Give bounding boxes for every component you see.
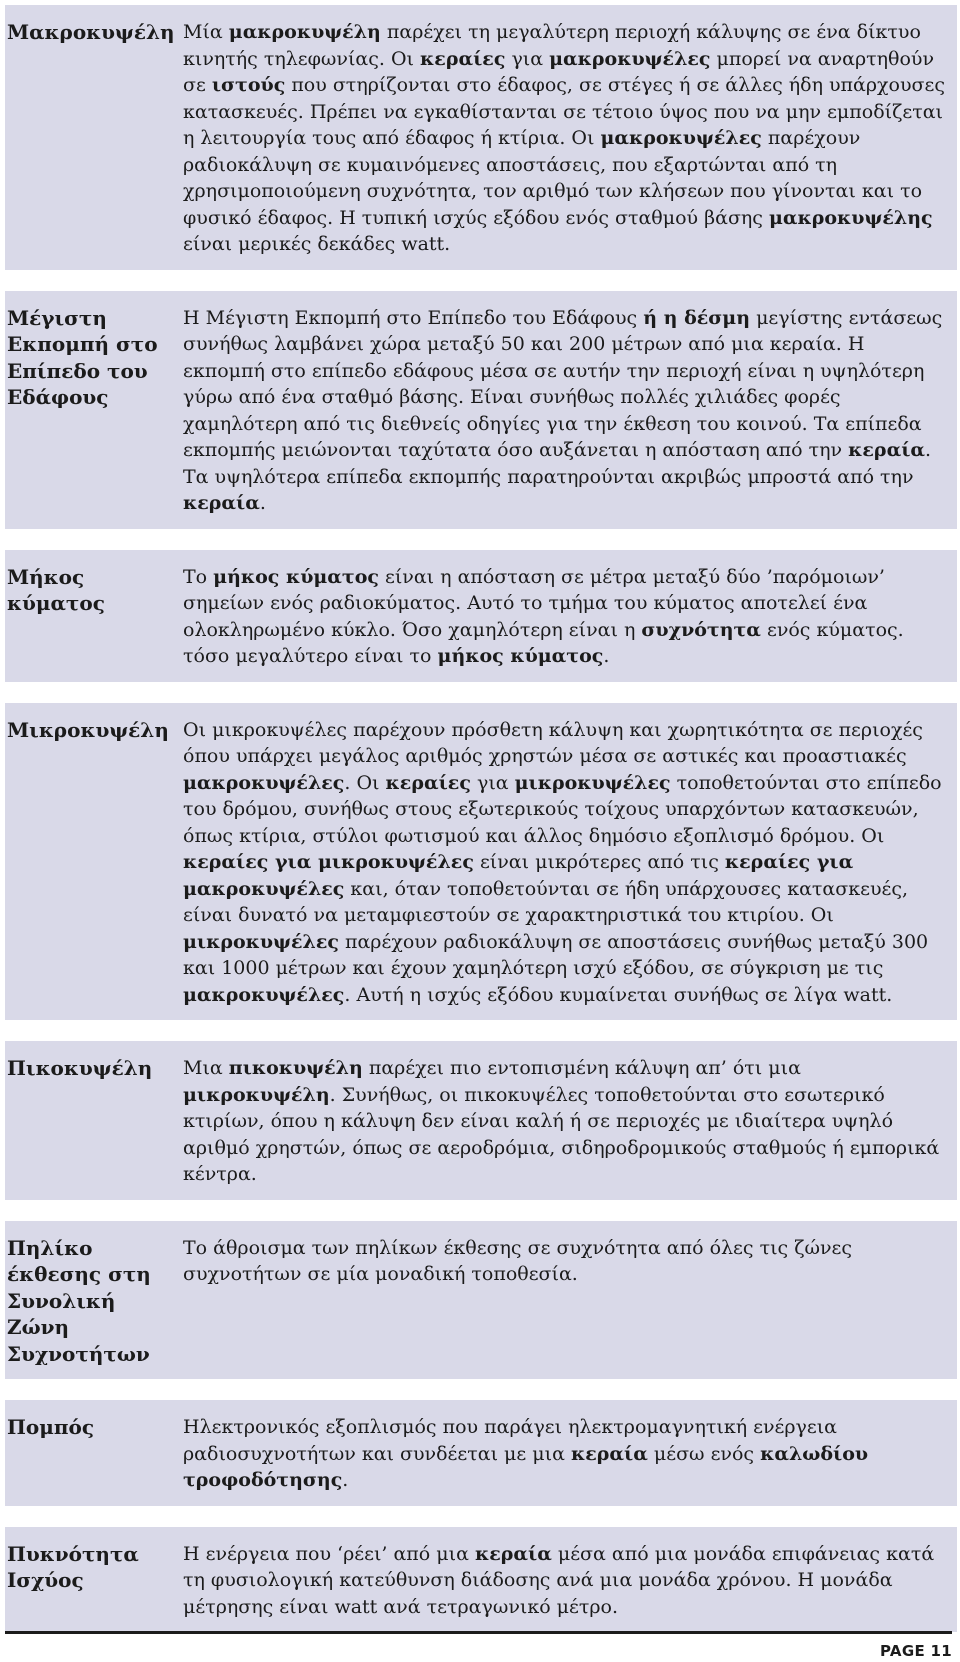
bold-term: κεραίες xyxy=(385,771,471,794)
definition-text: μέσω ενός xyxy=(647,1442,761,1465)
glossary-definition xyxy=(183,717,957,1009)
definition-text: Οι μικροκυψέλες παρέχουν πρόσθετη κάλυψη και χωρητικότητα σε περιοχές όπου υπάρχει μεγάλος αριθμός χρηστών μέσα σε αστικές και προαστιακές xyxy=(183,718,923,767)
bold-term: μακροκυψέλες xyxy=(183,983,345,1006)
definition-text: Το άθροισμα των πηλίκων έκθεσης σε συχνότητα από όλες τις ζώνες συχνοτήτων σε μία μοναδική τοποθεσία. xyxy=(183,1236,853,1285)
glossary-definition xyxy=(183,1414,957,1494)
definition-text: . xyxy=(342,1469,349,1491)
definition-text: . xyxy=(603,645,610,667)
definition-text: Η Μέγιστη Εκπομπή στο Επίπεδο του Εδάφους xyxy=(183,306,644,329)
glossary-table xyxy=(5,5,957,1653)
glossary-definition xyxy=(183,19,957,258)
glossary-entry xyxy=(5,291,957,529)
glossary-term: Μέγιστη Εκπομπή στο Επίπεδο του Εδάφους xyxy=(7,305,158,409)
glossary-term: Πηλίκο έκθεσης στη Συνολική Ζώνη Συχνοτήτων xyxy=(7,1235,151,1366)
glossary-term: Πικοκυψέλη xyxy=(7,1056,153,1080)
definition-text: μέσα από μια μονάδα επιφάνειας κατά τη φυσιολογική κατεύθυνση διάδοσης ανά μια μονάδα χρόνου. Η μονάδα μέτρησης είναι watt ανά τετραγωνικό μέτρο. xyxy=(183,1542,935,1618)
definition-text: είναι μικρότερες από τις xyxy=(473,851,725,873)
definition-text: για xyxy=(470,771,515,794)
glossary-entry xyxy=(5,1221,957,1380)
definition-text: . xyxy=(259,492,266,514)
bold-term: μήκος κύματος xyxy=(213,565,379,588)
definition-text: και, όταν τοποθετούνται σε ήδη υπάρχουσες κατασκευές, είναι δυνατό να μεταμφιεστούν σε χαρακτηριστικά του κτιρίου. Οι xyxy=(183,877,909,926)
definition-text: . Τα υψηλότερα επίπεδα εκπομπής παρατηρούνται ακριβώς μπροστά από την xyxy=(183,439,932,488)
definition-text: μεγίστης εντάσεως συνήθως λαμβάνει χώρα μεταξύ 50 και 200 μέτρων από μια κεραία. Η εκπομπή στο επίπεδο εδάφους μέσα σε αυτήν την περιοχή είναι η υψηλότερη γύρω από ένα σταθμό βάσης. Είναι συνήθως πολλές χιλιάδες φορές χαμηλότερη από τις διεθνείς οδηγίες για την έκθεση του κοινού. Τα επίπεδα εκπομπής μειώνονται ταχύτατα όσο αυξάνεται η απόσταση από την xyxy=(183,306,943,461)
bold-term: ή η δέσμη xyxy=(643,306,751,329)
bold-term: μακροκυψέλη xyxy=(228,21,381,43)
bold-term: μακροκυψέλες xyxy=(183,771,345,794)
glossary-definition xyxy=(183,1055,957,1188)
definition-text: παρέχει τη μεγαλύτερη περιοχή κάλυψης σε ένα δίκτυο κινητής τηλεφωνίας. Οι xyxy=(183,21,921,70)
glossary-entry xyxy=(5,1041,957,1200)
glossary-term: Μακροκυψέλη xyxy=(7,20,175,44)
bold-term: ιστούς xyxy=(211,74,286,96)
bold-term: κεραία xyxy=(848,439,926,461)
definition-text: που στηρίζονται στο έδαφος, σε στέγες ή σε άλλες ήδη υπάρχουσες κατασκευές. Πρέπει να εγκαθίστανται σε τέτοιο ύψος που να μην εμποδίζεται η λειτουργία τους από έδαφος ή κτίρια. Οι xyxy=(183,74,945,149)
definition-text: Μια xyxy=(183,1057,229,1079)
bold-term: καλωδίου τροφοδότησης xyxy=(183,1442,869,1491)
definition-text: Ηλεκτρονικός εξοπλισμός που παράγει ηλεκτρομαγνητική ενέργεια ραδιοσυχνοτήτων και συνδέεται με μια xyxy=(183,1416,838,1465)
definition-text: Η ενέργεια που ‘ρέει’ από μια xyxy=(183,1542,475,1565)
bold-term: μακροκυψέλης xyxy=(768,206,933,229)
definition-text: . Συνήθως, οι πικοκυψέλες τοποθετούνται στο εσωτερικό κτιρίων, όπου η κάλυψη δεν είναι καλή ή σε περιοχές με ιδιαίτερα υψηλό αριθμό χρηστών, όπως σε αεροδρόμια, σιδηροδρομικούς σταθμούς ή εμπορικά κέντρα. xyxy=(183,1083,940,1185)
definition-text: παρέχουν ραδιοκάλυψη σε αποστάσεις συνήθως μεταξύ 300 και 1000 μέτρων και έχουν χαμηλότερη ισχύ εξόδου, σε σύγκριση με τις xyxy=(183,930,929,979)
bold-term: κεραίες για μακροκυψέλες xyxy=(183,851,854,900)
definition-text: . Οι xyxy=(344,771,386,794)
definition-text: είναι μερικές δεκάδες watt. xyxy=(183,233,451,255)
definition-text: για xyxy=(505,47,550,70)
bold-term: κεραία xyxy=(183,492,260,514)
bold-term: κεραίες για μικροκυψέλες xyxy=(183,851,474,873)
bold-term: μικροκυψέλη xyxy=(183,1083,330,1106)
bold-term: πικοκυψέλη xyxy=(228,1057,363,1079)
definition-text: είναι η απόσταση σε μέτρα μεταξύ δύο ’παρόμοιων’ σημείων ενός ραδιοκύματος. Αυτό το τμήμα του κύματος αποτελεί ένα ολοκληρωμένο κύκλο. Όσο χαμηλότερη είναι η xyxy=(183,565,885,641)
definition-text: τοποθετούνται στο επίπεδο του δρόμου, συνήθως στους εξωτερικούς τοίχους υπαρχόντων κατασκευών, όπως κτίρια, στύλοι φωτισμού και άλλος δημόσιο εξοπλισμό δρόμου. Οι xyxy=(183,771,942,847)
glossary-definition xyxy=(183,1235,957,1368)
bold-term: μικροκυψέλες xyxy=(514,771,671,794)
bold-term: μακροκυψέλες xyxy=(600,127,762,149)
glossary-entry xyxy=(5,703,957,1021)
glossary-entry xyxy=(5,550,957,682)
glossary-definition xyxy=(183,564,957,670)
definition-text: παρέχουν ραδιοκάλυψη σε κυμαινόμενες αποστάσεις, που εξαρτώνται από τη χρησιμοποιούμενη συχνότητα, τον αριθμό των κλήσεων που γίνονται και το φυσικό έδαφος. Η τυπική ισχύς εξόδου ενός σταθμού βάσης xyxy=(183,127,923,229)
definition-text: παρέχει πιο εντοπισμένη κάλυψη απ’ ότι μια xyxy=(362,1057,801,1079)
page-number: PAGE 11 xyxy=(880,1642,952,1660)
glossary-term: Πυκνότητα Ισχύος xyxy=(7,1541,139,1592)
definition-text: μπορεί να αναρτηθούν σε xyxy=(183,47,935,96)
bold-term: μικροκυψέλες xyxy=(183,930,339,953)
definition-text: ενός κύματος. τόσο μεγαλύτερο είναι το xyxy=(183,618,904,667)
bold-term: κεραία xyxy=(474,1542,552,1565)
glossary-term: Πομπός xyxy=(7,1415,95,1439)
definition-text: Το xyxy=(183,565,214,588)
bold-term: κεραία xyxy=(570,1442,648,1465)
glossary-term: Μήκος κύματος xyxy=(7,564,105,615)
glossary-entry xyxy=(5,5,957,270)
glossary-term: Μικροκυψέλη xyxy=(7,717,169,742)
footer-rule xyxy=(5,1631,952,1634)
bold-term: μήκος κύματος xyxy=(437,645,604,667)
glossary-entry xyxy=(5,1527,957,1633)
glossary-definition xyxy=(183,305,957,517)
bold-term: κεραίες xyxy=(420,47,506,70)
glossary-entry xyxy=(5,1400,957,1506)
definition-text: . Αυτή η ισχύς εξόδου κυμαίνεται συνήθως σε λίγα watt. xyxy=(344,983,893,1006)
bold-term: μακροκυψέλες xyxy=(549,47,711,70)
glossary-definition xyxy=(183,1541,957,1621)
bold-term: συχνότητα xyxy=(641,618,761,641)
definition-text: Μία xyxy=(183,21,229,43)
